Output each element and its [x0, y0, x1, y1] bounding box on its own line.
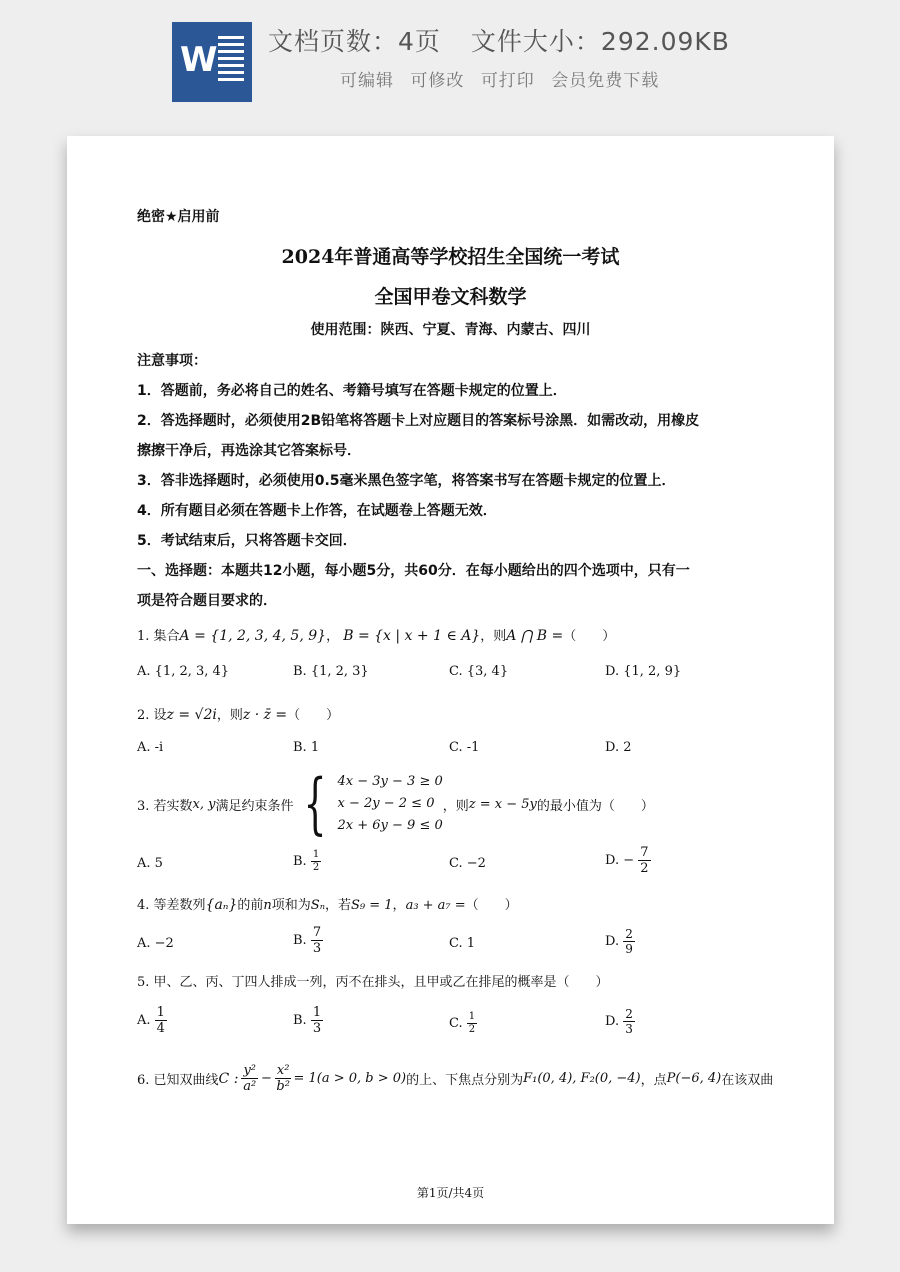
question-3: 3. 若实数 x, y 满足约束条件 { 4x − 3y − 3 ≥ 0 x − 2y − 2 ≤ 0 2x + 6y − 9 ≤ 0 ，则 z = x − 5y 的最小值为（ ） [137, 765, 654, 842]
constraint-system: { 4x − 3y − 3 ≥ 0 x − 2y − 2 ≤ 0 2x + 6y − 9 ≤ 0 [302, 765, 443, 842]
constraint: 2x + 6y − 9 ≤ 0 [337, 818, 443, 833]
usage-scope: 使用范围：陕西、宁夏、青海、内蒙古、四川 [310, 322, 591, 338]
option-a: A. -i [137, 740, 164, 755]
notice-item: 擦擦干净后，再选涂其它答案标号． [137, 443, 361, 459]
option-d: D. {1, 2, 9} [605, 664, 682, 679]
question-6: 6. 已知双曲线 C : $\frac{\text{y²}}{\text{a²}}$ − $\frac{\text{x²}}{\text{b²}}$ = 1(a > 0, b > 0) 的上、下焦点分别为 F₁(0, 4), F₂(0, −4) ，点 P(−6, 4) 在该双曲 [137, 1063, 774, 1094]
notice-heading: 注意事项： [137, 353, 207, 369]
constraint: 4x − 3y − 3 ≥ 0 [337, 774, 443, 789]
section-heading: 一、选择题：本题共12小题，每小题5分，共60分．在每小题给出的四个选项中，只有一 [137, 563, 690, 579]
notice-item: 1．答题前，务必将自己的姓名、考籍号填写在答题卡规定的位置上． [137, 383, 567, 399]
option-d: D. − $\frac{7}{2}$ [605, 845, 649, 876]
option-b: B. $\frac{1}{3}$ [293, 1005, 322, 1036]
option-c: C. 1 [449, 936, 476, 951]
notice-item: 3．答非选择题时，必须使用0.5毫米黑色签字笔，将答案书写在答题卡规定的位置上． [137, 473, 676, 489]
notice-item: 4．所有题目必须在答题卡上作答，在试题卷上答题无效． [137, 503, 497, 519]
set-a: A = {1, 2, 3, 4, 5, 9} [179, 628, 327, 644]
question-1: 1. 集合A = {1, 2, 3, 4, 5, 9}， B = {x | x + 1 ∈ A}，则A ⋂ B =（ ） [137, 628, 616, 644]
option-a: A. {1, 2, 3, 4} [137, 664, 230, 679]
feature-printable: 可打印 [480, 71, 535, 91]
exam-subtitle: 全国甲卷文科数学 [374, 286, 527, 308]
page-count: 文档页数：4页 [268, 27, 441, 56]
question-4: 4. 等差数列{aₙ}的前n项和为Sₙ，若S₉ = 1，a₃ + a₇ =（ ） [137, 897, 518, 913]
document-info-banner [0, 0, 900, 118]
option-c: C. −2 [449, 856, 486, 871]
option-d: D. $\frac{2}{9}$ [605, 927, 633, 956]
option-c: C. {3, 4} [449, 664, 509, 679]
document-stats [268, 22, 730, 58]
file-size: 文件大小：292.09KB [470, 27, 730, 56]
secret-label: 绝密★启用前 [137, 209, 220, 225]
option-b: B. $\frac{1}{2}$ [293, 849, 320, 873]
option-b: B. 1 [293, 740, 320, 755]
option-a: A. 5 [137, 856, 163, 871]
constraint: x − 2y − 2 ≤ 0 [337, 796, 435, 811]
option-c: C. $\frac{1}{2}$ [449, 1011, 476, 1035]
option-b: B. $\frac{7}{3}$ [293, 925, 322, 956]
page-footer: 第1页/共4页 [416, 1186, 485, 1200]
exam-title: 2024年普通高等学校招生全国统一考试 [281, 246, 620, 268]
set-b: B = {x | x + 1 ∈ A} [343, 628, 481, 644]
notice-item: 5．考试结束后，只将答题卡交回． [137, 533, 357, 549]
option-d: D. 2 [605, 740, 632, 755]
word-icon: W [172, 22, 252, 102]
option-a: A. $\frac{1}{4}$ [137, 1005, 165, 1036]
option-a: A. −2 [137, 936, 174, 951]
feature-modifiable: 可修改 [410, 71, 465, 91]
option-d: D. $\frac{2}{3}$ [605, 1007, 633, 1036]
section-heading: 项是符合题目要求的． [137, 593, 277, 609]
question-5: 5. 甲、乙、丙、丁四人排成一列，丙不在排头，且甲或乙在排尾的概率是（ ） [137, 975, 609, 990]
document-page [67, 136, 834, 1224]
question-2: 2. 设z = √2i，则z · z̄ =（ ） [137, 707, 340, 723]
notice-item: 2．答选择题时，必须使用2B铅笔将答题卡上对应题目的答案标号涂黑．如需改动，用橡皮 [137, 413, 700, 429]
option-c: C. -1 [449, 740, 480, 755]
feature-list [340, 66, 659, 91]
feature-member-free: 会员免费下载 [551, 71, 660, 91]
option-b: B. {1, 2, 3} [293, 664, 369, 679]
feature-editable: 可编辑 [340, 71, 394, 91]
